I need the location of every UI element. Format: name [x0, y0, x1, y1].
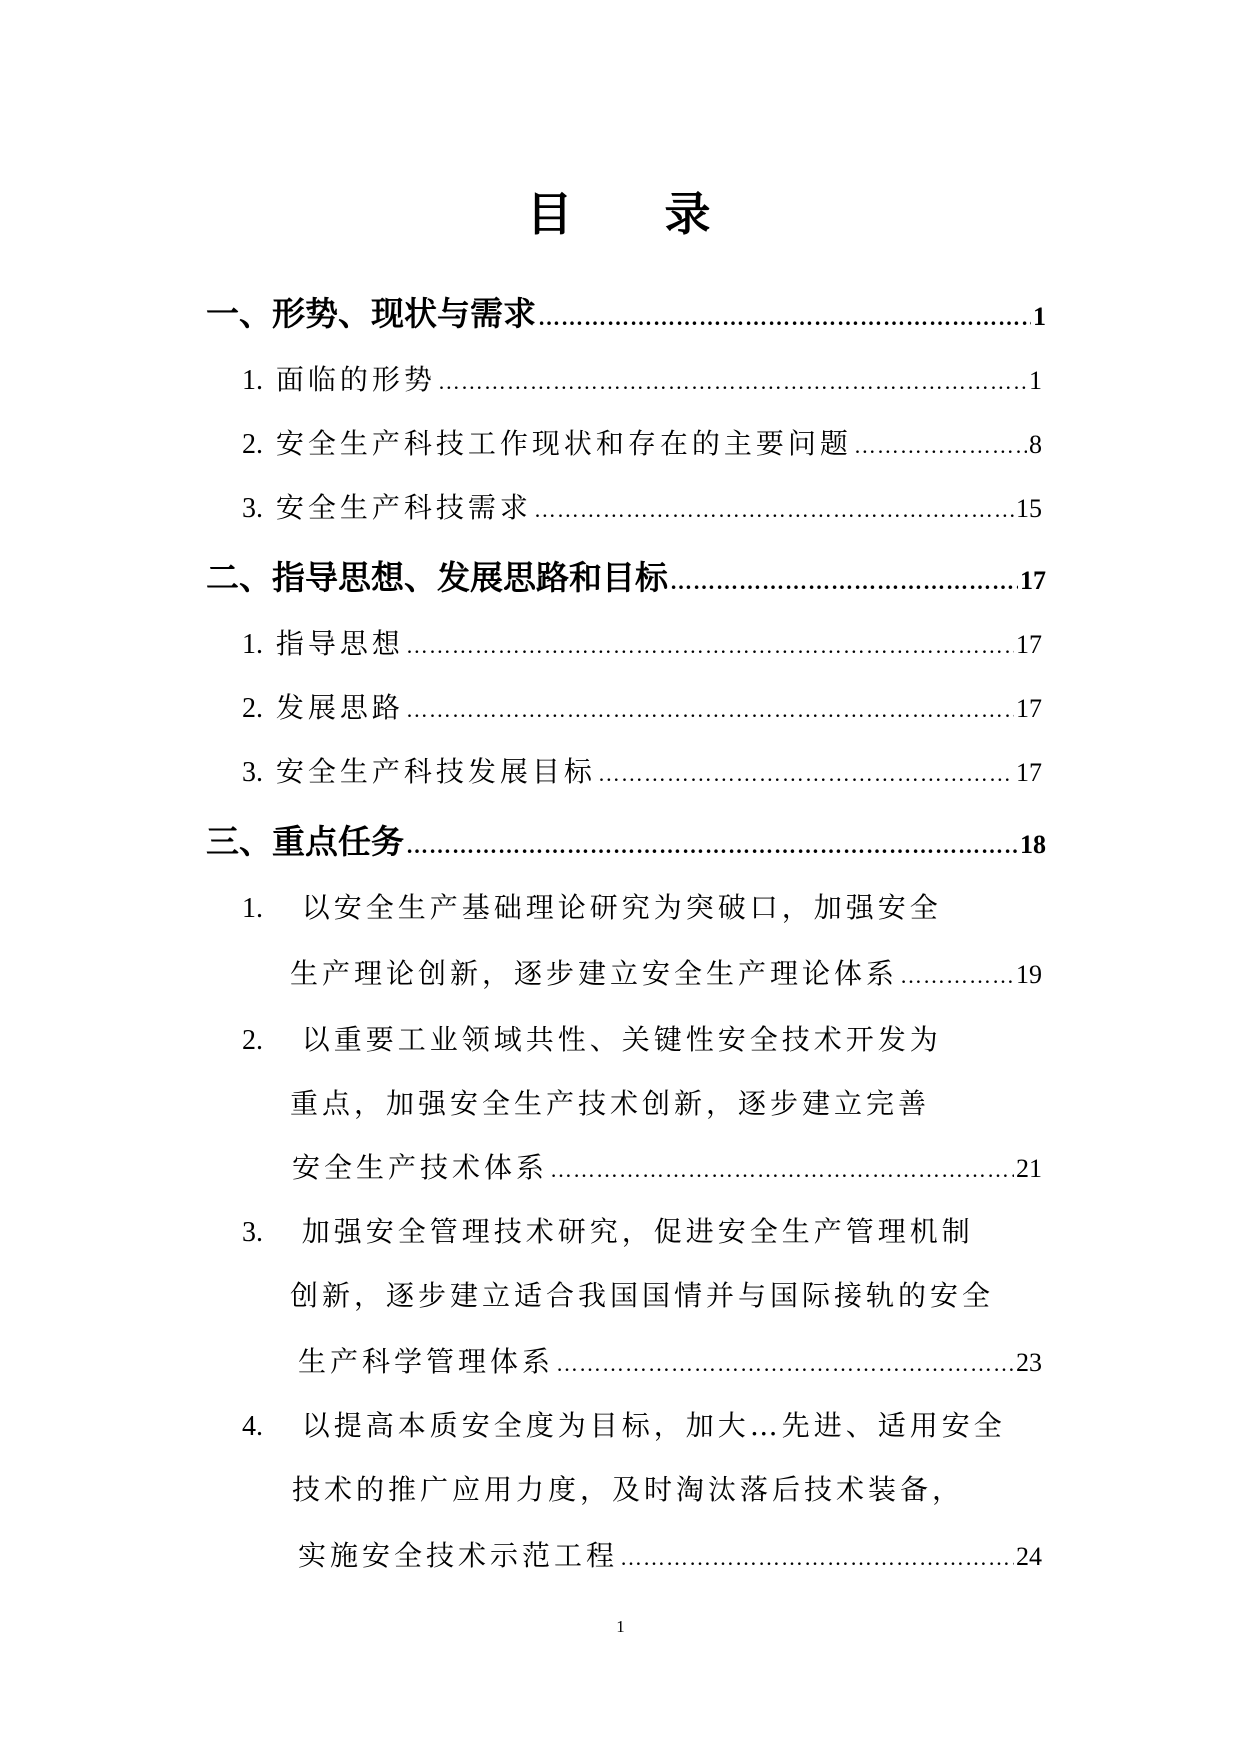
toc-entry[interactable]: [290, 952, 1042, 992]
entry-text: 生产理论创新，逐步建立安全生产理论体系: [290, 957, 899, 990]
page-number: 17: [1016, 758, 1042, 787]
entry-number: 1.: [242, 629, 263, 660]
entry-text: 面临的形势: [275, 363, 436, 396]
footer-page-number: 1: [616, 1617, 625, 1636]
page-number: 17: [1016, 630, 1042, 659]
leader-dots: [550, 1157, 1014, 1183]
entry-text: 安全生产技术体系: [292, 1151, 549, 1184]
page-number: 18: [1020, 830, 1046, 859]
page-number: 19: [1016, 960, 1042, 989]
entry-number: 1.: [242, 893, 263, 924]
section-heading-text: 一、形势、现状与需求: [206, 294, 536, 333]
toc-entry[interactable]: [242, 422, 1042, 462]
entry-text: 安全生产科技发展目标: [275, 755, 596, 788]
entry-text: 安全生产科技需求: [275, 491, 532, 524]
page-number: 8: [1029, 430, 1042, 459]
toc-section-heading[interactable]: [206, 816, 1046, 863]
toc-entry-line[interactable]: [290, 1082, 930, 1122]
section-heading-text: 三、重点任务: [206, 822, 404, 861]
entry-text: 重点，加强安全生产技术创新，逐步建立完善: [290, 1087, 931, 1120]
entry-text: 创新，逐步建立适合我国国情并与国际接轨的安全: [290, 1279, 995, 1312]
page-number: 1: [1029, 366, 1042, 395]
entry-text: 安全生产科技工作现状和存在的主要问题: [275, 427, 852, 460]
entry-number: 2.: [242, 693, 263, 724]
leader-dots: [556, 1351, 1014, 1377]
entry-text: 生产科学管理体系: [298, 1345, 555, 1378]
entry-number: 3.: [242, 1217, 263, 1248]
toc-entry[interactable]: [298, 1340, 1042, 1380]
entry-text: 以提高本质安全度为目标，加大…先进、适用安全: [301, 1409, 1006, 1442]
leader-dots: [900, 963, 1014, 989]
leader-dots: [406, 697, 1014, 723]
toc-entry[interactable]: [242, 358, 1042, 398]
page-number: 17: [1020, 566, 1046, 595]
leader-dots: [534, 497, 1014, 523]
toc-entry-line[interactable]: [292, 1468, 964, 1508]
page-title: [0, 178, 1241, 244]
entry-number: 3.: [242, 493, 263, 524]
entry-number: 2.: [242, 429, 263, 460]
page-number: 21: [1016, 1154, 1042, 1183]
section-heading-text: 二、指导思想、发展思路和目标: [206, 558, 668, 597]
leader-dots: [406, 633, 1014, 659]
entry-number: 3.: [242, 757, 263, 788]
entry-text: 发展思路: [275, 691, 404, 724]
leader-dots: [538, 305, 1031, 331]
toc-entry[interactable]: [242, 750, 1042, 790]
page-number: 1: [1033, 302, 1046, 331]
leader-dots: [438, 369, 1027, 395]
toc-entry[interactable]: [242, 622, 1042, 662]
toc-entry-line[interactable]: [242, 1018, 942, 1058]
toc-entry-line[interactable]: [290, 1274, 994, 1314]
toc-entry-line[interactable]: [242, 1404, 1006, 1444]
toc-entry[interactable]: [298, 1534, 1042, 1574]
page-number: 24: [1016, 1542, 1042, 1571]
toc-entry[interactable]: [242, 486, 1042, 526]
entry-number: 4.: [242, 1411, 263, 1442]
entry-number: 1.: [242, 365, 263, 396]
leader-dots: [854, 433, 1027, 459]
leader-dots: [670, 569, 1018, 595]
toc-section-heading[interactable]: [206, 552, 1046, 599]
title-char-2: 录: [664, 187, 715, 241]
title-char-1: 目: [526, 187, 577, 241]
toc-entry[interactable]: [292, 1146, 1042, 1186]
page-number: 15: [1016, 494, 1042, 523]
entry-number: 2.: [242, 1025, 263, 1056]
leader-dots: [598, 761, 1014, 787]
entry-text: 技术的推广应用力度，及时淘汰落后技术装备，: [292, 1473, 965, 1506]
entry-text: 指导思想: [275, 627, 404, 660]
entry-text: 加强安全管理技术研究，促进安全生产管理机制: [301, 1215, 974, 1248]
entry-text: 实施安全技术示范工程: [298, 1539, 619, 1572]
toc-entry-line[interactable]: [242, 886, 942, 926]
toc-entry[interactable]: [242, 686, 1042, 726]
leader-dots: [406, 833, 1018, 859]
entry-text: 以安全生产基础理论研究为突破口，加强安全: [301, 891, 942, 924]
toc-entry-line[interactable]: [242, 1210, 974, 1250]
page-number: 23: [1016, 1348, 1042, 1377]
leader-dots: [620, 1545, 1014, 1571]
toc-section-heading[interactable]: [206, 288, 1046, 335]
entry-text: 以重要工业领域共性、关键性安全技术开发为: [301, 1023, 942, 1056]
page-number: 17: [1016, 694, 1042, 723]
